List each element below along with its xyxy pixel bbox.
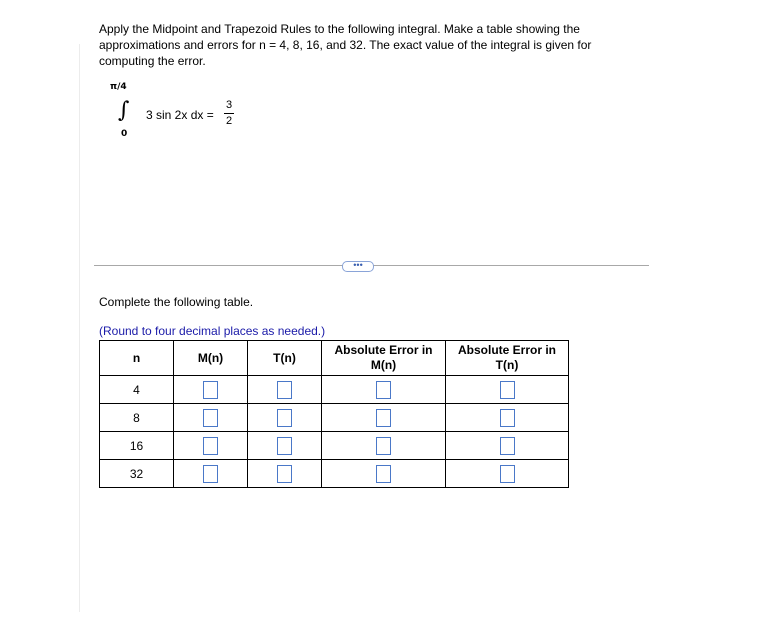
error-t-cell (446, 460, 569, 488)
header-trapezoid: T(n) (248, 341, 322, 376)
exact-value-fraction (224, 99, 234, 128)
header-error-trapezoid: Absolute Error in T(n) (446, 341, 569, 376)
table-row (100, 432, 569, 460)
err-m4-input[interactable] (376, 381, 391, 399)
row-n-value: 16 (100, 432, 174, 460)
header-n: n (100, 341, 174, 376)
error-m-cell (322, 404, 446, 432)
midpoint-cell (174, 376, 248, 404)
trapezoid-cell (248, 404, 322, 432)
m16-input[interactable] (203, 437, 218, 455)
midpoint-cell (174, 432, 248, 460)
err-m32-input[interactable] (376, 465, 391, 483)
integrand: 3 sin 2x dx = (146, 108, 214, 122)
left-margin-rule (79, 44, 80, 612)
table-header-row (100, 341, 569, 376)
table-row (100, 376, 569, 404)
problem-statement: Apply the Midpoint and Trapezoid Rules to the following integral. Make a table showing the approximations and errors for n = 4, 8, 16, and 32. The exact value of the integral is given for computing the error. (99, 22, 592, 68)
header-error-midpoint: Absolute Error in M(n) (322, 341, 446, 376)
header-midpoint: M(n) (174, 341, 248, 376)
integral-expression (110, 82, 270, 152)
t8-input[interactable] (277, 409, 292, 427)
results-table (99, 340, 569, 488)
err-t16-input[interactable] (500, 437, 515, 455)
row-n-value: 8 (100, 404, 174, 432)
m32-input[interactable] (203, 465, 218, 483)
error-t-cell (446, 404, 569, 432)
fraction-denominator: 2 (225, 115, 233, 127)
fraction-bar (224, 113, 234, 114)
integral-sign-icon: ∫ (118, 98, 130, 123)
fraction-numerator: 3 (225, 99, 233, 111)
midpoint-cell (174, 404, 248, 432)
trapezoid-cell (248, 376, 322, 404)
t32-input[interactable] (277, 465, 292, 483)
trapezoid-cell (248, 432, 322, 460)
table-row (100, 460, 569, 488)
row-n-value: 4 (100, 376, 174, 404)
integral-upper-limit: π/4 (110, 82, 127, 92)
instruction-text: Complete the following table. (99, 295, 254, 309)
trapezoid-cell (248, 460, 322, 488)
m8-input[interactable] (203, 409, 218, 427)
err-t4-input[interactable] (500, 381, 515, 399)
m4-input[interactable] (203, 381, 218, 399)
table-row (100, 404, 569, 432)
error-m-cell (322, 460, 446, 488)
error-m-cell (322, 432, 446, 460)
integral-lower-limit: 0 (121, 129, 128, 139)
error-t-cell (446, 376, 569, 404)
row-n-value: 32 (100, 460, 174, 488)
more-options-button[interactable]: ••• (342, 261, 374, 272)
err-m8-input[interactable] (376, 409, 391, 427)
error-m-cell (322, 376, 446, 404)
t4-input[interactable] (277, 381, 292, 399)
err-t32-input[interactable] (500, 465, 515, 483)
err-m16-input[interactable] (376, 437, 391, 455)
err-t8-input[interactable] (500, 409, 515, 427)
t16-input[interactable] (277, 437, 292, 455)
midpoint-cell (174, 460, 248, 488)
error-t-cell (446, 432, 569, 460)
rounding-note: (Round to four decimal places as needed.) (99, 324, 326, 338)
